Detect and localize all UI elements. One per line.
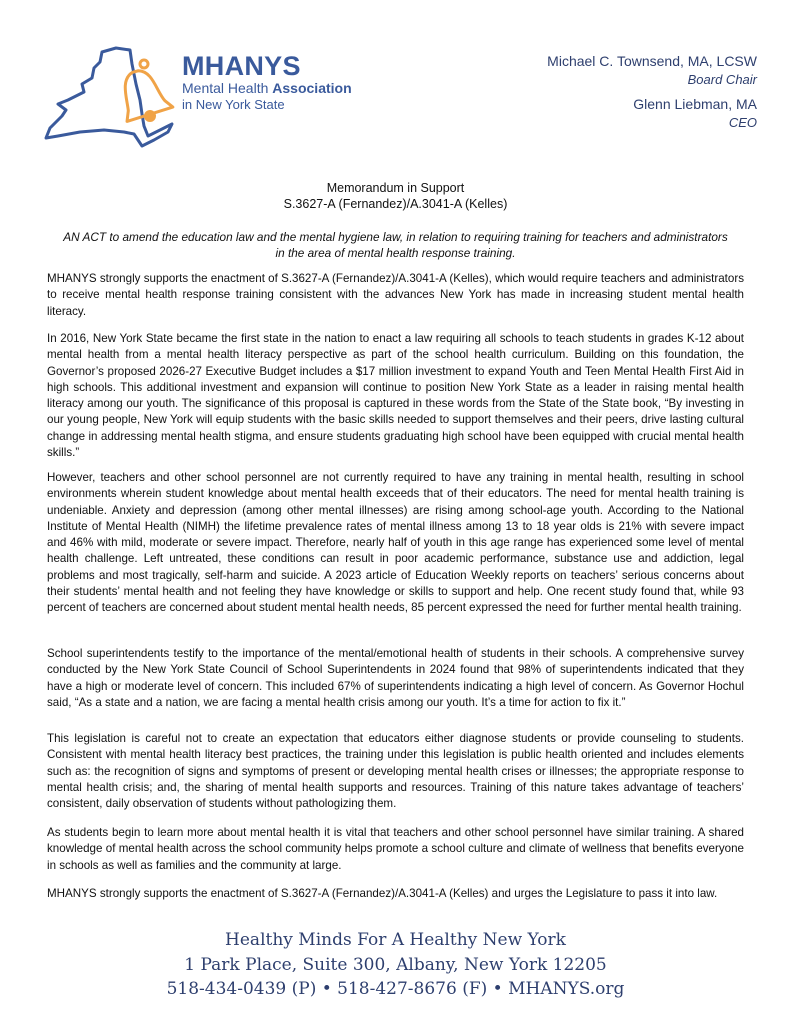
bill-number: S.3627-A (Fernandez)/A.3041-A (Kelles) xyxy=(283,197,508,211)
logo-subtitle-regular: Mental Health xyxy=(182,80,273,96)
paragraph-superintendents: School superintendents testify to the importance of the mental/emotional health of students in their schools. A comprehensive survey conducted by the New York State Council of School Superintendents in 2024 found that 98% of superintendents indicated that they have a high or moderate level of concern. This included 67% of superintendents indicating a high level of concern. As Governor Hochul said, “As a state and a nation, we are facing a mental health crisis among our youth. It’s a time for action to fix it.” xyxy=(47,647,744,709)
board-chair-name: Michael C. Townsend, MA, LCSW xyxy=(547,53,757,69)
officers-block xyxy=(547,52,757,138)
ceo-title: CEO xyxy=(728,115,757,130)
footer xyxy=(0,928,791,1002)
act-line-1: AN ACT to amend the education law and the mental hygiene law, in relation to requiring training for teachers and administrators xyxy=(63,230,728,244)
footer-address: 1 Park Place, Suite 300, Albany, New York 12205 xyxy=(184,954,607,975)
footer-slogan: Healthy Minds For A Healthy New York xyxy=(225,930,566,950)
footer-contact: 518-434-0439 (P) • 518-427-8676 (F) • MHANYS.org xyxy=(166,979,625,999)
logo-subtitle xyxy=(182,80,352,97)
logo-tagline: in New York State xyxy=(182,97,285,112)
logo-text xyxy=(182,52,352,113)
paragraph-history: In 2016, New York State became the first state in the nation to enact a law requiring all schools to teach students in grades K-12 about mental health from a mental health literacy perspective as part of the school health curriculum. Building on this foundation, the Governor’s proposed 2026-27 Executive Budget includes a $17 million investment to expand Youth and Teen Mental Health First Aid in high schools. This additional investment and expansion will continue to position New York State as a leader in raising mental health literacy among our youth. The significance of this proposal is captured in these words from the State of the State book, “By investing in our young people, New York will equip students with the basic skills needed to support themselves and their peers, drive lasting cultural change in addressing mental health stigma, and ensure students graduating high school have been equipped with crucial mental health skills.” xyxy=(47,332,744,460)
act-line-2: in the area of mental health response training. xyxy=(275,246,516,260)
paragraph-support-intro: MHANYS strongly supports the enactment of S.3627-A (Fernandez)/A.3041-A (Kelles), which would require teachers and administrators to receive mental health response training consistent with the advances New York has made in increasing student mental health literacy. xyxy=(47,272,744,318)
ceo-name: Glenn Liebman, MA xyxy=(633,96,757,112)
new-york-state-bell-icon xyxy=(44,44,184,152)
paragraph-conclusion: MHANYS strongly supports the enactment of S.3627-A (Fernandez)/A.3041-A (Kelles) and urges the Legislature to pass it into law. xyxy=(47,887,718,900)
logo-title: MHANYS xyxy=(182,51,301,81)
paragraph-shared-knowledge: As students begin to learn more about mental health it is vital that teachers and other school personnel have similar training. A shared knowledge of mental health across the school community helps promote a school culture and climate of wellness that benefits everyone in schools as well as families and the community at large. xyxy=(47,826,744,872)
paragraph-need: However, teachers and other school personnel are not currently required to have any training in mental health, resulting in school environments wherein student knowledge about mental health exceeds that of their educators. The need for mental health training is undeniable. Anxiety and depression (among other mental illnesses) are rising among school-age youth. According to the National Institute of Mental Health (NIMH) the lifetime prevalence rates of mental illness among 13 to 18 year olds is 21% with severe impact and 46% with mild, moderate or severe impact. Therefore, nearly half of youth in this age range has experienced some level of mental health challenge. Left untreated, these conditions can result in poor academic performance, substance use and addiction, legal problems and most tragically, self-harm and suicide. A 2023 article of Education Weekly reports on teachers’ serious concerns about their students’ mental health and not feeling they have knowledge or skills to support and help. One recent study found that, while 93 percent of teachers are concerned about student mental health needs, 85 percent expressed the need for further mental health training. xyxy=(47,471,744,615)
letterhead xyxy=(0,0,791,160)
logo-subtitle-bold: Association xyxy=(272,80,352,96)
board-chair-title: Board Chair xyxy=(687,72,757,87)
paragraph-legislation-scope: This legislation is careful not to create an expectation that educators either diagnose students or provide counseling to students. Consistent with mental health literacy best practices, the training under this legislation is public health oriented and includes elements such as: the recognition of signs and symptoms of present or developing mental health crises or illnesses; the appropriate response to mental health crisis; and, the sharing of mental health supports and resources. Training of this nature takes advantage of teachers’ consistent, daily observation of students without pathologizing them. xyxy=(47,732,744,811)
memo-heading xyxy=(0,180,791,212)
act-description xyxy=(44,229,747,261)
memo-title: Memorandum in Support xyxy=(326,181,465,195)
mhanys-logo xyxy=(44,44,384,152)
